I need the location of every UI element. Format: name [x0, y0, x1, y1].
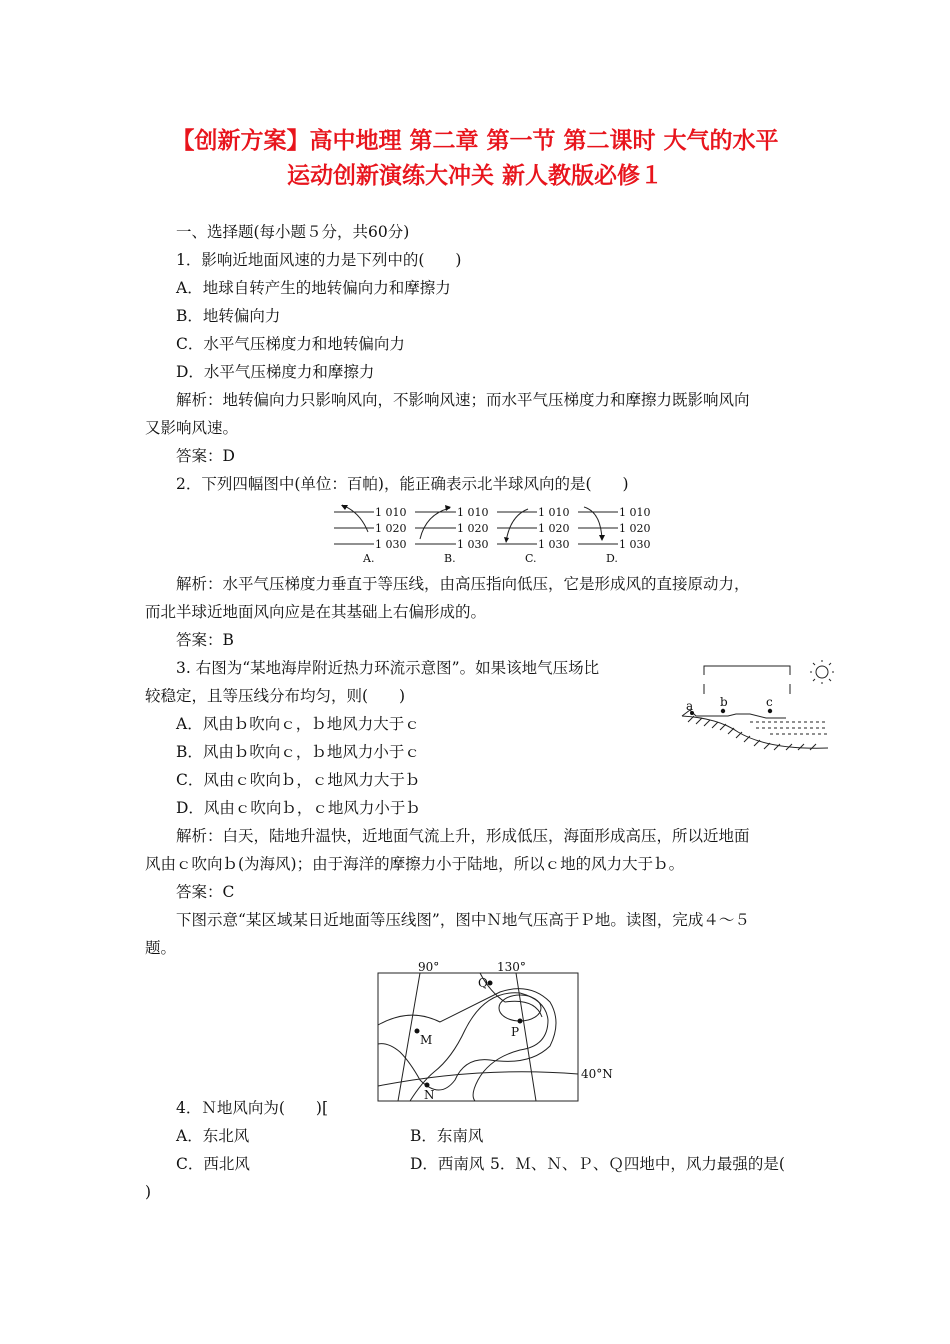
q2-panel-b-isobar-3: 1 030 [457, 538, 489, 551]
q3-fig-label-c: c [766, 695, 773, 709]
q45-map-label-q: Q [478, 976, 488, 990]
section-heading: 一、选择题(每小题５分，共60分) [176, 223, 410, 241]
q5-stem: 5．Ｍ、Ｎ、Ｐ、Ｑ四地中，风力最强的是( [490, 1155, 785, 1173]
q2-panel-b-isobar-2: 1 020 [457, 522, 489, 535]
q45-map-label-90: 90° [418, 962, 440, 974]
q3-fig-label-b: b [720, 695, 728, 709]
q3-answer: 答案：C [176, 883, 235, 901]
q4-option-d: D．西南风 [410, 1155, 485, 1173]
q45-intro-1: 下图示意“某区域某日近地面等压线图”，图中Ｎ地气压高于Ｐ地。读图，完成４～５ [176, 911, 750, 929]
q1-option-c: C．水平气压梯度力和地转偏向力 [176, 335, 405, 353]
q2-panel-d-isobar-1: 1 010 [619, 506, 651, 519]
q2-panel-d-isobar-2: 1 020 [619, 522, 651, 535]
q45-map-label-n: N [424, 1088, 435, 1102]
q1-stem: 1．影响近地面风速的力是下列中的( ) [176, 251, 462, 269]
q2-isobar-figure [330, 502, 660, 564]
q3-coastal-circulation-figure [678, 660, 848, 760]
q2-panel-d-isobar-3: 1 030 [619, 538, 651, 551]
q5-stem-end: ) [145, 1183, 152, 1201]
q2-panel-a-label: A. [363, 552, 375, 564]
q1-explanation-1: 解析：地转偏向力只影响风向，不影响风速；而水平气压梯度力和摩擦力既影响风向 [176, 391, 750, 409]
q2-panel-c-isobar-1: 1 010 [538, 506, 570, 519]
q1-option-a: A．地球自转产生的地转偏向力和摩擦力 [176, 279, 451, 297]
q3-option-a: A．风由ｂ吹向ｃ，ｂ地风力大于ｃ [176, 715, 420, 733]
q45-intro-2: 题。 [145, 939, 177, 957]
q4-option-a: A．东北风 [176, 1127, 250, 1145]
q3-fig-label-a: a [686, 699, 694, 713]
doc-title-line1: 【创新方案】高中地理 第二章 第一节 第二课时 大气的水平 [171, 128, 779, 154]
sun-icon [810, 660, 834, 684]
q2-answer: 答案：B [176, 631, 234, 649]
q4-stem: 4．Ｎ地风向为( )[ [176, 1099, 329, 1117]
q45-map-label-40n: 40°N [581, 1067, 613, 1081]
q2-explanation-1: 解析：水平气压梯度力垂直于等压线，由高压指向低压，它是形成风的直接原动力， [176, 575, 750, 593]
q2-panel-c-isobar-3: 1 030 [538, 538, 570, 551]
q2-panel-b-isobar-1: 1 010 [457, 506, 489, 519]
q2-panel-b-label: B. [444, 552, 456, 564]
doc-title-line2: 运动创新演练大冲关 新人教版必修１ [286, 163, 663, 189]
q2-panel-a-isobar-2: 1 020 [375, 522, 407, 535]
q45-map-label-p: P [511, 1025, 520, 1039]
q2-panel-d-label: D. [606, 552, 618, 564]
q45-map-label-m: M [420, 1033, 433, 1047]
q2-panel-a-isobar-3: 1 030 [375, 538, 407, 551]
q45-map-label-130: 130° [497, 962, 526, 974]
q3-explanation-2: 风由ｃ吹向ｂ(为海风)；由于海洋的摩擦力小于陆地，所以ｃ地的风力大于ｂ。 [145, 855, 685, 873]
q2-explanation-2: 而北半球近地面风向应是在其基础上右偏形成的。 [145, 603, 487, 621]
q4-option-b: B．东南风 [410, 1127, 484, 1145]
q45-isobar-map [370, 962, 620, 1112]
q3-option-c: C．风由ｃ吹向ｂ，ｃ地风力大于ｂ [176, 771, 421, 789]
q1-option-b: B．地转偏向力 [176, 307, 281, 325]
q2-stem: 2．下列四幅图中(单位：百帕)，能正确表示北半球风向的是( ) [176, 475, 629, 493]
q3-stem-2: 较稳定，且等压线分布均匀，则( ) [145, 687, 406, 705]
q2-panel-c-isobar-2: 1 020 [538, 522, 570, 535]
q3-option-b: B．风由ｂ吹向ｃ，ｂ地风力小于ｃ [176, 743, 420, 761]
q3-explanation-1: 解析：白天，陆地升温快，近地面气流上升，形成低压，海面形成高压，所以近地面 [176, 827, 750, 845]
q3-stem-1: 3. 右图为“某地海岸附近热力环流示意图”。如果该地气压场比 [176, 659, 600, 677]
q2-panel-c-label: C. [525, 552, 537, 564]
q2-panel-a-isobar-1: 1 010 [375, 506, 407, 519]
q1-option-d: D．水平气压梯度力和摩擦力 [176, 363, 375, 381]
q1-explanation-2: 又影响风速。 [145, 419, 239, 437]
q4-option-c: C．西北风 [176, 1155, 250, 1173]
q3-option-d: D．风由ｃ吹向ｂ，ｃ地风力小于ｂ [176, 799, 421, 817]
q1-answer: 答案：D [176, 447, 235, 465]
